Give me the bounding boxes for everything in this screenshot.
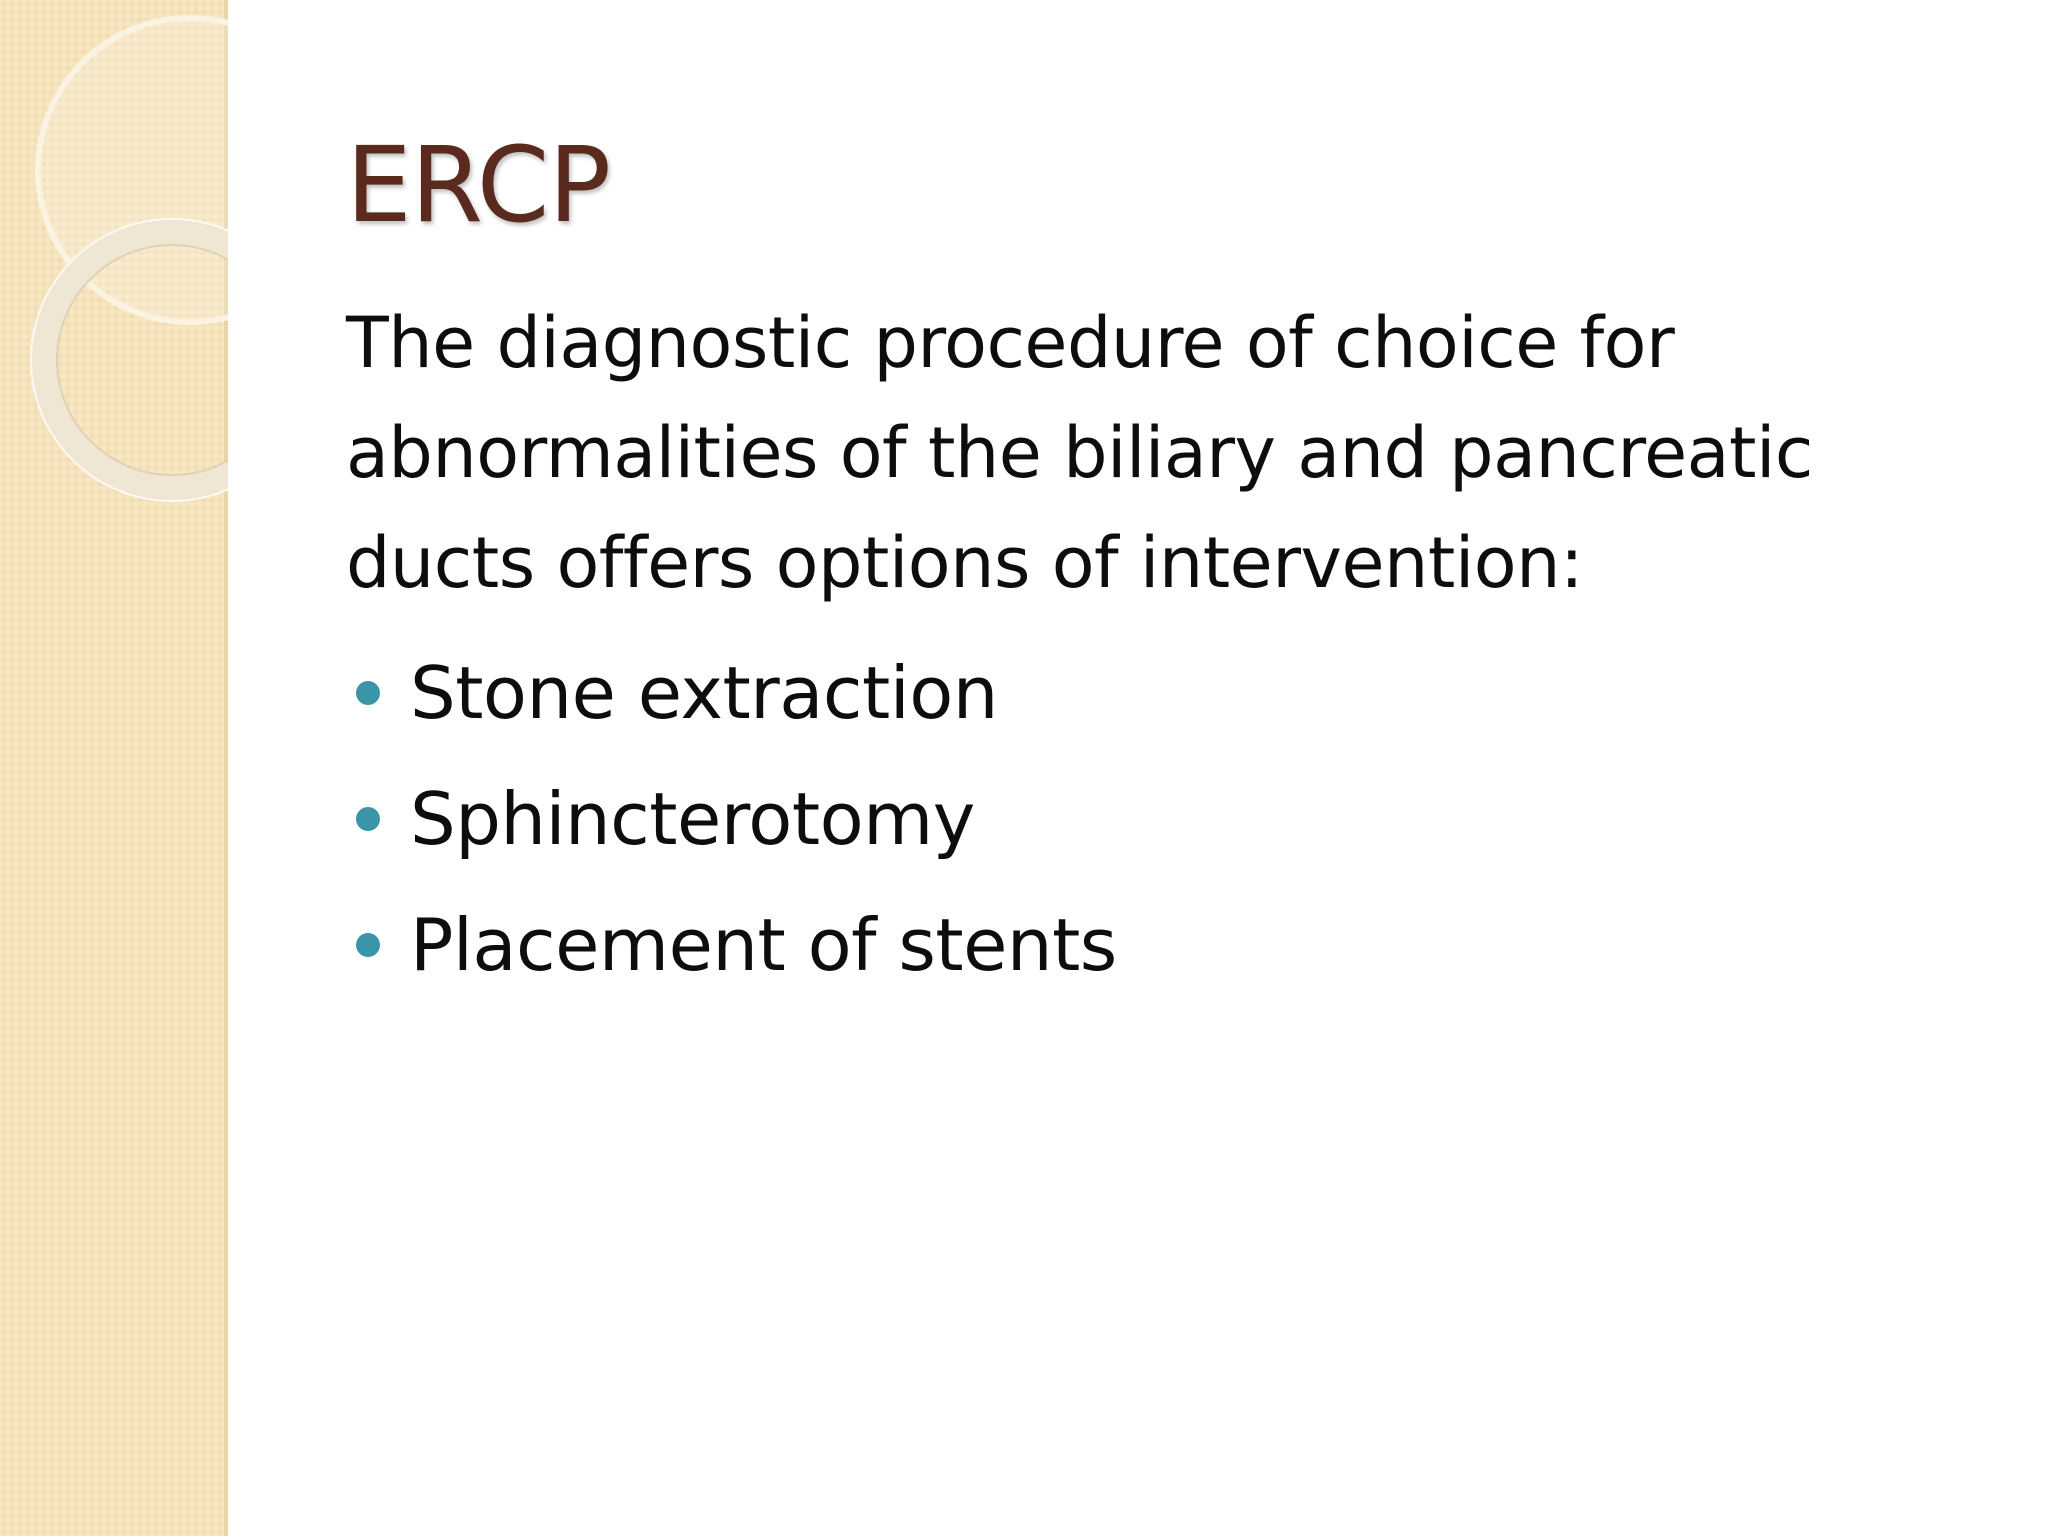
bullet-item <box>346 630 1986 756</box>
bullet-list <box>346 630 1986 1008</box>
bullet-text: Placement of stents <box>410 903 1117 987</box>
bullet-item <box>346 756 1986 882</box>
intro-paragraph: The diagnostic procedure of choice for abnormalities of the biliary and pancreatic ducts offers options of intervention: <box>346 302 1813 604</box>
slide-body <box>346 288 1986 1008</box>
bullet-text: Sphincterotomy <box>410 777 975 861</box>
bullet-item <box>346 882 1986 1008</box>
decorative-rings <box>0 0 228 520</box>
bullet-text: Stone extraction <box>410 651 998 735</box>
bullet-dot-icon <box>356 681 380 705</box>
bullet-dot-icon <box>356 807 380 831</box>
bullet-dot-icon <box>356 933 380 957</box>
slide-title: ERCP <box>346 124 611 246</box>
